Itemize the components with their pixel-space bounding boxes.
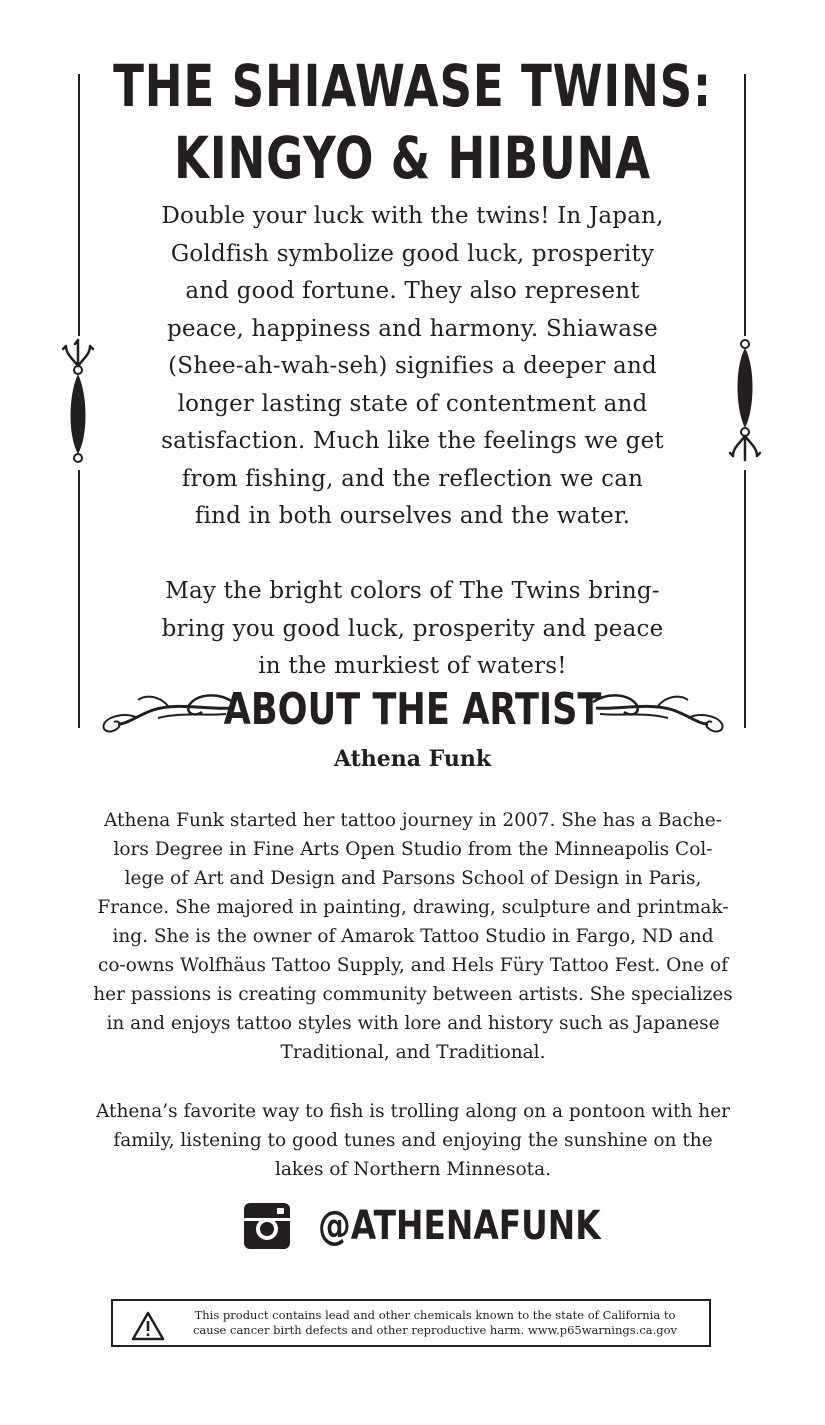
- instagram-handle[interactable]: @ATHENAFUNK: [318, 1203, 601, 1249]
- artist-name: Athena Funk: [333, 746, 492, 772]
- story-line: (Shee-ah-wah-seh) signifies a deeper and: [168, 353, 657, 379]
- left-border-line-bottom: [78, 470, 80, 728]
- page-title-line1: THE SHIAWASE TWINS:: [113, 52, 712, 120]
- bio-paragraph-2: [78, 1097, 748, 1184]
- fishing-lure-left-icon: [58, 336, 100, 466]
- bio-line: her passions is creating community between artists. She specializes: [93, 984, 733, 1005]
- bio-line: ing. She is the owner of Amarok Tattoo Studio in Fargo, ND and: [112, 926, 714, 947]
- right-border-line-top: [744, 74, 746, 336]
- bio-line: France. She majored in painting, drawing, sculpture and printmak-: [97, 897, 729, 918]
- bio-line: Athena Funk started her tattoo journey in 2007. She has a Bache-: [103, 810, 723, 831]
- about-heading: ABOUT THE ARTIST: [223, 684, 602, 735]
- story-line: peace, happiness and harmony. Shiawase: [167, 315, 658, 342]
- warning-triangle-icon: [131, 1311, 165, 1341]
- warning-line: cause cancer birth defects and other reproductive harm. www.p65warnings.ca.gov: [192, 1323, 678, 1337]
- bio-line: in and enjoys tattoo styles with lore and history such as Japanese: [106, 1013, 720, 1034]
- warning-text: [175, 1308, 695, 1338]
- fishing-lure-right-icon: [725, 336, 767, 466]
- instagram-icon[interactable]: [244, 1203, 290, 1249]
- bio-paragraph-1: [78, 806, 748, 1067]
- story-line: bring you good luck, prosperity and peace: [161, 615, 664, 642]
- story-line: Double your luck with the twins! In Japan,: [161, 203, 664, 229]
- story-line: find in both ourselves and the water.: [194, 503, 631, 529]
- story-line: longer lasting state of contentment and: [177, 390, 648, 417]
- story-line: May the bright colors of The Twins bring-: [165, 578, 660, 604]
- bio-line: co-owns Wolfhäus Tattoo Supply, and Hels Füry Tattoo Fest. One of: [97, 955, 729, 976]
- left-border-line-top: [78, 74, 80, 336]
- bio-line: Athena’s favorite way to fish is trolling along on a pontoon with her: [95, 1101, 731, 1122]
- story-line: and good fortune. They also represent: [185, 278, 640, 304]
- bio-line: lakes of Northern Minnesota.: [274, 1159, 552, 1180]
- warning-line: This product contains lead and other chemicals known to the state of California to: [194, 1308, 676, 1322]
- story-line: satisfaction. Much like the feelings we get: [161, 428, 664, 454]
- story-paragraph-1: [125, 198, 700, 536]
- story-paragraph-2: [125, 573, 700, 686]
- bio-line: family, listening to good tunes and enjoying the sunshine on the: [113, 1130, 713, 1151]
- story-line: Goldfish symbolize good luck, prosperity: [170, 240, 655, 267]
- story-line: in the murkiest of waters!: [258, 653, 567, 679]
- page-title-line2: KINGYO & HIBUNA: [174, 124, 651, 192]
- bio-line: lors Degree in Fine Arts Open Studio from the Minneapolis Col-: [113, 839, 713, 860]
- bio-line: Traditional, and Traditional.: [280, 1042, 546, 1063]
- bio-line: lege of Art and Design and Parsons School of Design in Paris,: [124, 868, 702, 889]
- story-line: from fishing, and the reflection we can: [181, 465, 644, 492]
- right-border-line-bottom: [744, 470, 746, 728]
- prop65-warning-box: [111, 1299, 711, 1347]
